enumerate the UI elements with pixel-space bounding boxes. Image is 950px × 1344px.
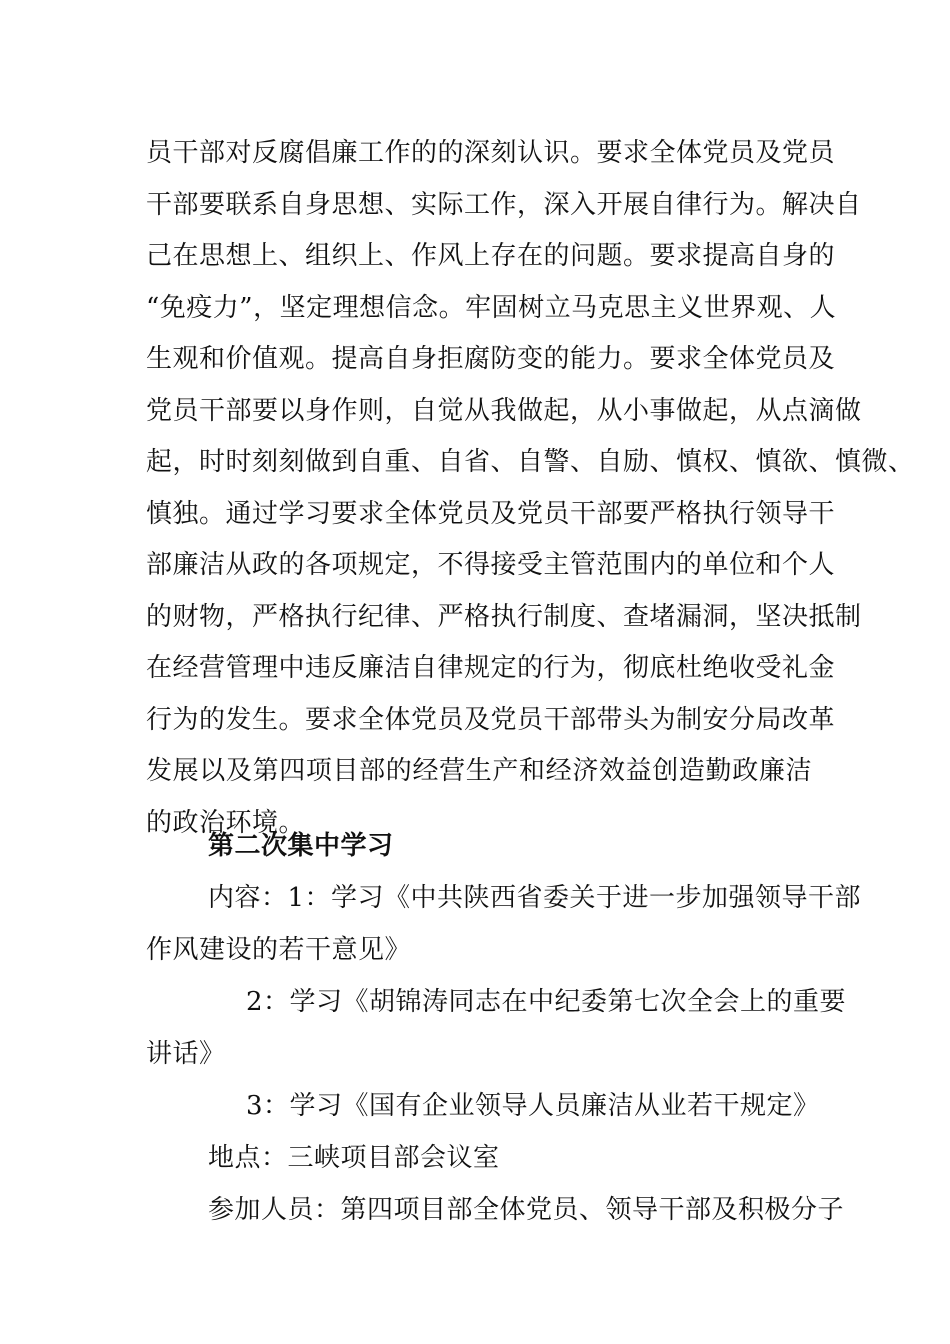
paragraph-line: 干部要联系自身思想、实际工作，深入开展自律行为。解决自 — [146, 189, 862, 220]
section-heading: 第二次集中学习 — [208, 831, 394, 861]
paragraph-line: 在经营管理中违反廉洁自律规定的行为，彻底杜绝收受礼金 — [146, 653, 836, 683]
paragraph-line: 行为的发生。要求全体党员及党员干部带头为制安分局改革 — [146, 704, 836, 735]
paragraph-line: 起，时时刻刻做到自重、自省、自警、自励、慎权、慎欲、慎微、 — [146, 447, 915, 477]
paragraph-line: 慎独。通过学习要求全体党员及党员干部要严格执行领导干 — [146, 498, 836, 529]
body-paragraph — [146, 128, 915, 849]
paragraph-line: 己在思想上、组织上、作风上存在的问题。要求提高自身的 — [146, 241, 836, 271]
paragraph-line: 党员干部要以身作则，自觉从我做起，从小事做起，从点滴做 — [146, 395, 862, 426]
content-item-1-line-2: 作风建设的若干意见》 — [146, 935, 412, 965]
paragraph-line: 的政治环境。 — [146, 807, 306, 838]
paragraph-line: 部廉洁从政的各项规定，不得接受主管范围内的单位和个人 — [146, 550, 836, 580]
content-item-3: 3：学习《国有企业领导人员廉洁从业若干规定》 — [246, 1091, 820, 1121]
paragraph-line: 生观和价值观。提高自身拒腐防变的能力。要求全体党员及 — [146, 344, 836, 374]
participants-line: 参加人员：第四项目部全体党员、领导干部及积极分子 — [208, 1195, 845, 1225]
content-item-2-line-1: 2：学习《胡锦涛同志在中纪委第七次全会上的重要 — [246, 987, 847, 1017]
paragraph-line: 的财物，严格执行纪律、严格执行制度、查堵漏洞，坚决抵制 — [146, 601, 862, 632]
second-study-section — [146, 820, 862, 1236]
content-item-1-line-1: 内容：1：学习《中共陕西省委关于进一步加强领导干部 — [208, 883, 862, 913]
location-line: 地点：三峡项目部会议室 — [208, 1143, 500, 1173]
paragraph-line: 发展以及第四项目部的经营生产和经济效益创造勤政廉洁 — [146, 756, 812, 786]
paragraph-line: 员干部对反腐倡廉工作的的深刻认识。要求全体党员及党员 — [146, 138, 836, 168]
paragraph-line: “免疫力”，坚定理想信念。牢固树立马克思主义世界观、人 — [146, 292, 837, 323]
content-item-2-line-2: 讲话》 — [146, 1039, 226, 1069]
